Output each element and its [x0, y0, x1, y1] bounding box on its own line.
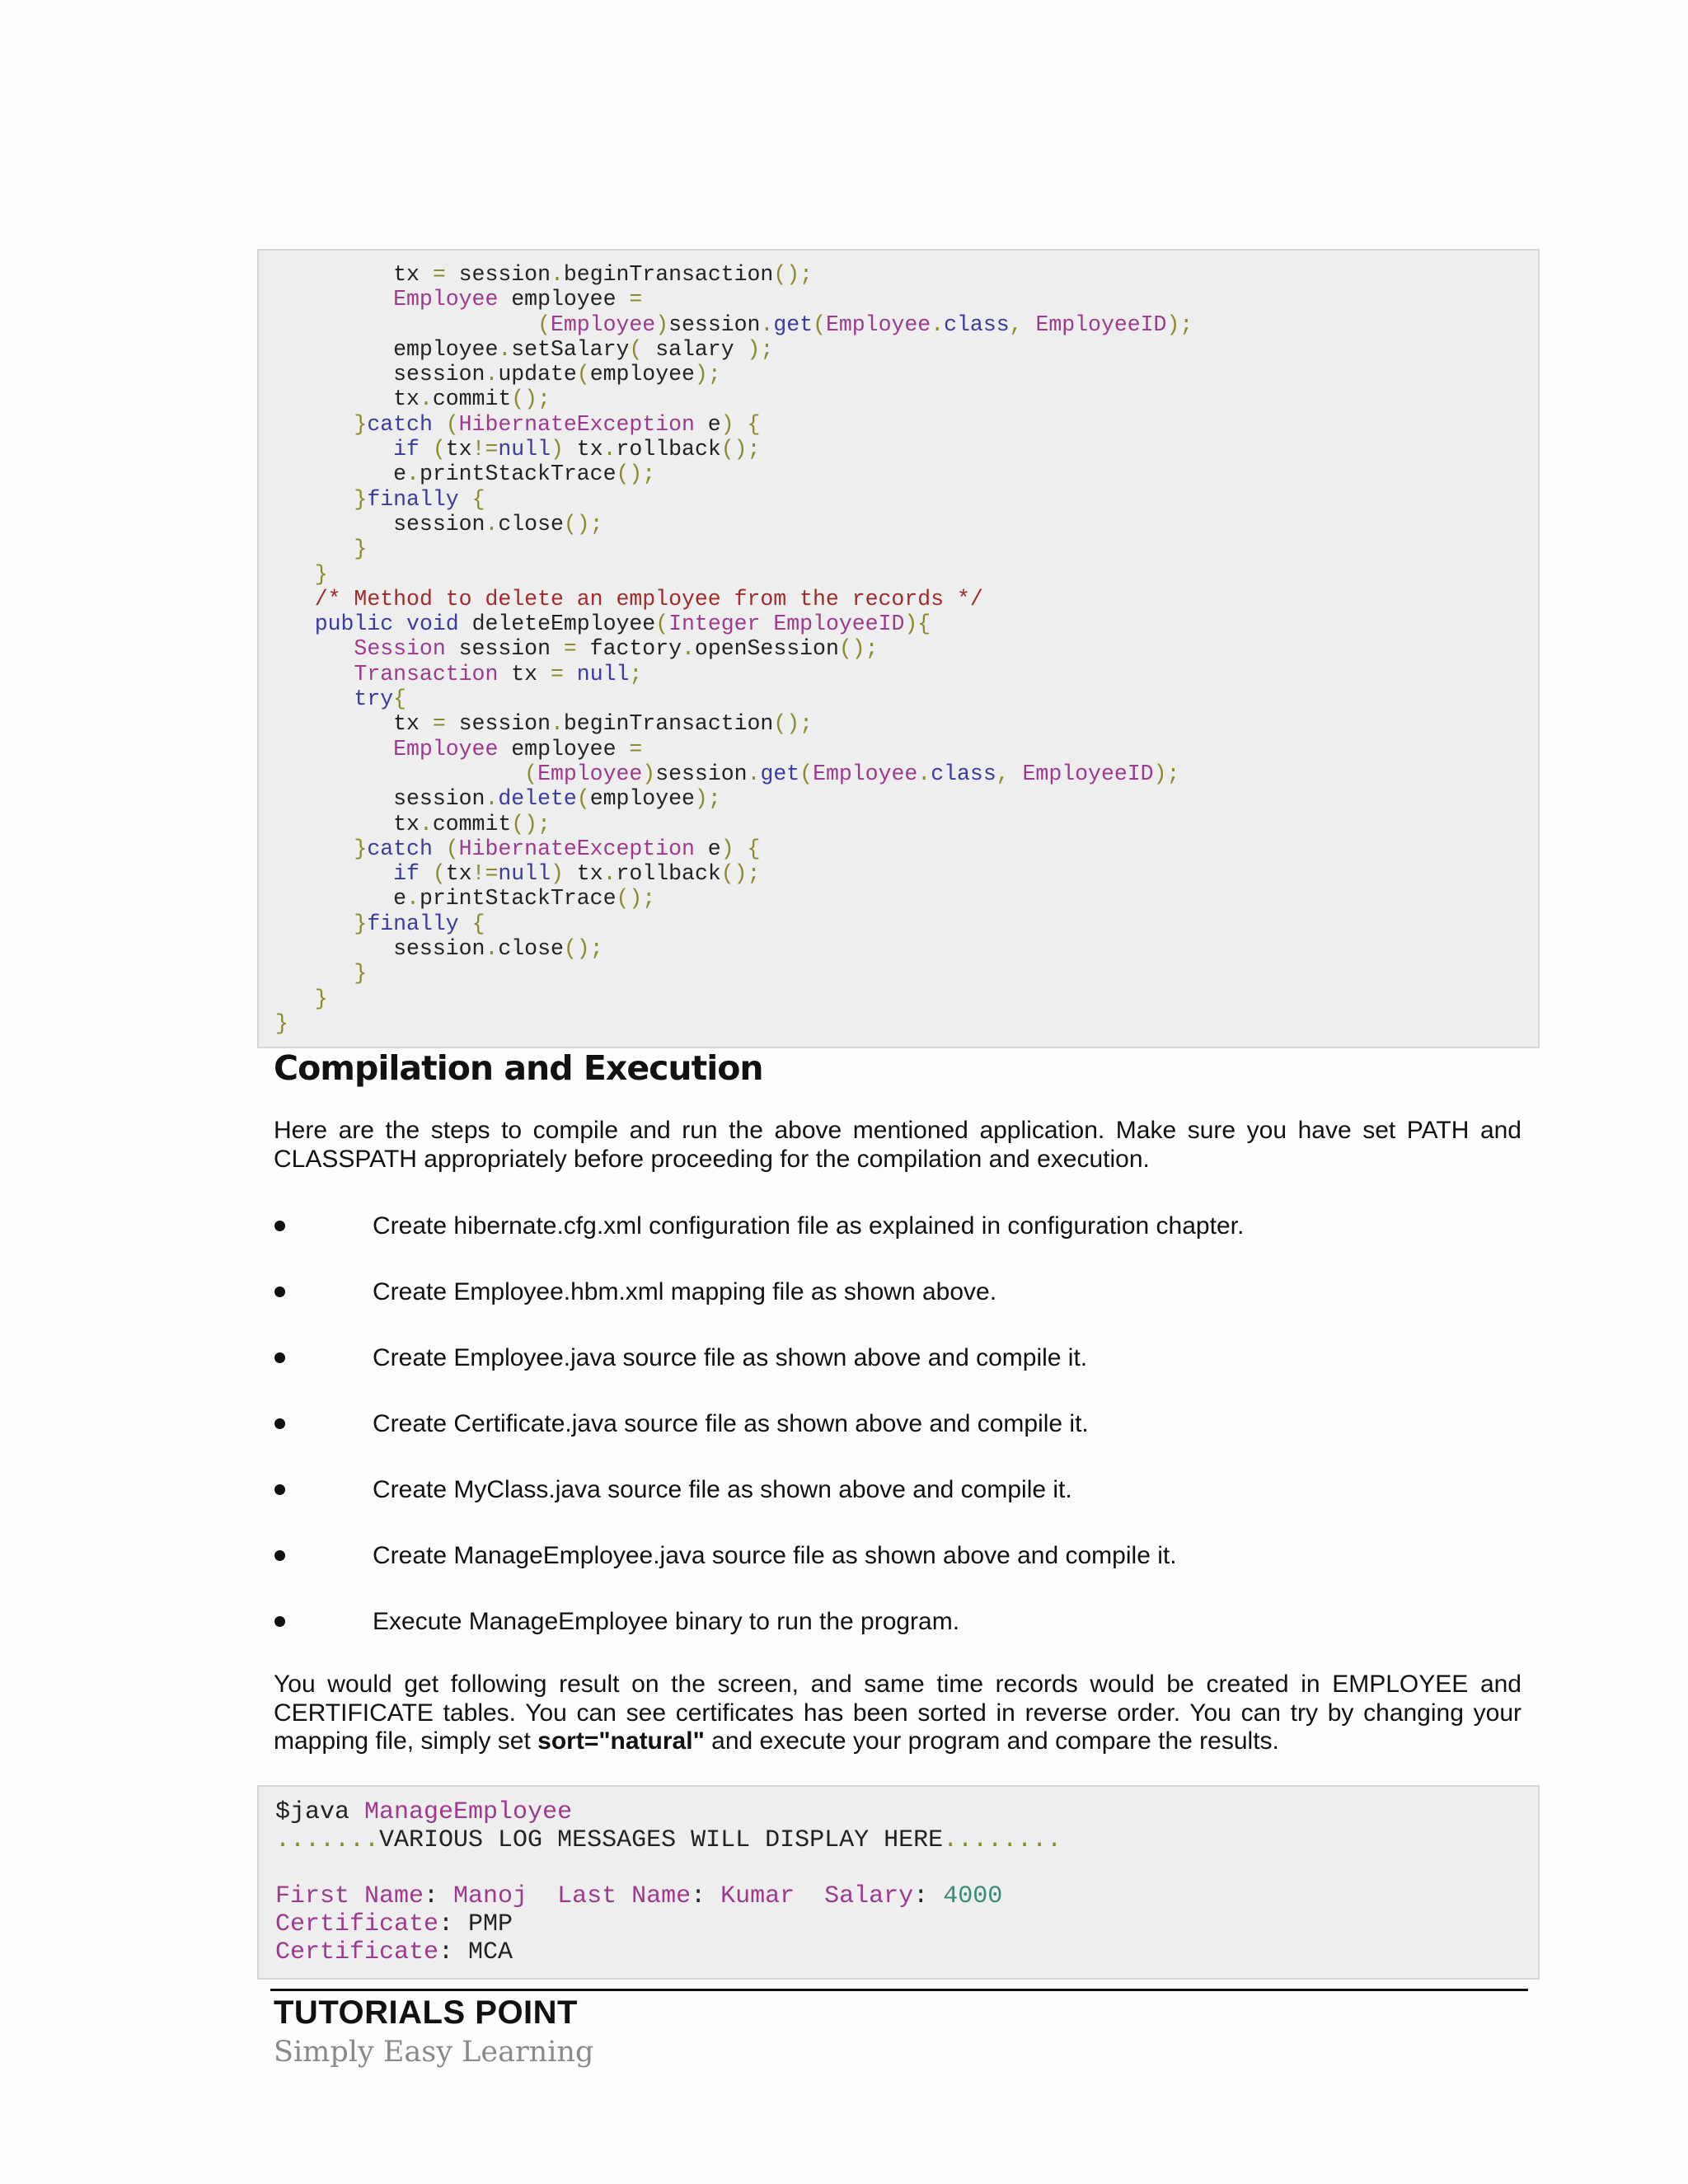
- code-line: tx.commit();: [275, 811, 551, 837]
- intro-paragraph: Here are the steps to compile and run the above mentioned application. Make sure you have set PATH and CLASSPATH appropriately before proceeding for the compilation and execution.: [274, 1117, 1522, 1173]
- code-line: }: [354, 961, 368, 987]
- code-line: try{: [354, 687, 407, 712]
- footer-brand: TUTORIALS POINT: [274, 1994, 578, 2031]
- result-paragraph: [274, 1671, 1522, 1756]
- code-line: if (tx!=null) tx.rollback();: [393, 861, 761, 887]
- list-item: [274, 1542, 1522, 1608]
- code-line: if (tx!=null) tx.rollback();: [393, 437, 761, 462]
- code-line: employee.setSalary( salary );: [275, 336, 774, 362]
- list-item: [274, 1212, 1522, 1278]
- bullet-icon: [274, 1616, 285, 1627]
- step-text: Create Certificate.java source file as shown above and compile it.: [373, 1410, 1089, 1437]
- code-block-output: [257, 1785, 1540, 1980]
- step-text: Create Employee.java source file as shown above and compile it.: [373, 1344, 1088, 1371]
- list-item: [274, 1278, 1522, 1344]
- code-line: }catch (HibernateException e) {: [354, 411, 761, 437]
- code-line: }finally {: [354, 486, 485, 512]
- code-line: Session session = factory.openSession();: [354, 636, 879, 662]
- code-line: First Name: Manoj Last Name: Kumar Salary: 4000: [275, 1882, 1003, 1910]
- footer-tagline: Simply Easy Learning: [274, 2036, 594, 2069]
- code-line: session.delete(employee);: [275, 786, 721, 812]
- step-text: Execute ManageEmployee binary to run the program.: [373, 1608, 960, 1635]
- step-text: Create MyClass.java source file as shown above and compile it.: [373, 1476, 1072, 1503]
- sort-attribute: sort="natural": [537, 1727, 705, 1755]
- list-item: [274, 1344, 1522, 1410]
- code-line: $java ManageEmployee: [275, 1798, 573, 1826]
- list-item: [274, 1476, 1522, 1542]
- section-heading: Compilation and Execution: [274, 1048, 763, 1088]
- code-line: session.close();: [275, 936, 603, 962]
- bullet-icon: [274, 1221, 285, 1231]
- code-line: Certificate: MCA: [275, 1938, 513, 1966]
- code-line: }: [275, 1010, 288, 1036]
- code-line: tx = session.beginTransaction();: [275, 711, 814, 737]
- code-line: session.update(employee);: [275, 362, 721, 387]
- bullet-icon: [274, 1484, 285, 1495]
- code-line: Certificate: PMP: [275, 1910, 513, 1938]
- code-line: tx.commit();: [275, 387, 551, 412]
- code-line: tx = session.beginTransaction();: [275, 262, 814, 287]
- code-line: public void deleteEmployee(Integer EmployeeID){: [314, 612, 931, 637]
- bullet-icon: [274, 1418, 285, 1429]
- step-text: Create hibernate.cfg.xml configuration file as explained in configuration chapter.: [373, 1212, 1245, 1240]
- code-line: }finally {: [354, 911, 485, 936]
- steps-list: [274, 1212, 1522, 1674]
- list-item: [274, 1608, 1522, 1674]
- bullet-icon: [274, 1352, 285, 1363]
- code-line: (Employee)session.get(Employee.class, EmployeeID);: [537, 312, 1193, 337]
- code-line: e.printStackTrace();: [275, 462, 656, 487]
- code-line: session.close();: [275, 511, 603, 537]
- bullet-icon: [274, 1286, 285, 1297]
- bullet-icon: [274, 1550, 285, 1561]
- step-text: Create ManageEmployee.java source file as shown above and compile it.: [373, 1542, 1177, 1569]
- code-lines: [275, 262, 1193, 1036]
- code-line: e.printStackTrace();: [275, 886, 656, 912]
- code-line: Employee employee =: [393, 736, 643, 762]
- code-line: [275, 1854, 1062, 1882]
- result-text-before: You would get following result on the screen, and same time records would be created in EMPLOYEE and CERTIFICATE tables. You can see certificates has been sorted in reverse order. You can try by changing your mapping file, simply set: [274, 1671, 1522, 1755]
- step-text: Create Employee.hbm.xml mapping file as shown above.: [373, 1278, 997, 1305]
- code-line: .......VARIOUS LOG MESSAGES WILL DISPLAY HERE........: [275, 1826, 1062, 1854]
- code-line: }: [354, 537, 368, 562]
- code-line: }: [314, 986, 328, 1011]
- footer-divider: [270, 1989, 1528, 1991]
- code-line: Transaction tx = null;: [354, 661, 643, 687]
- code-line: (Employee)session.get(Employee.class, EmployeeID);: [524, 761, 1180, 786]
- code-block-java: [257, 249, 1540, 1048]
- code-line: }: [314, 561, 328, 587]
- code-line: Employee employee =: [393, 287, 643, 312]
- result-text-after: and execute your program and compare the results.: [704, 1727, 1279, 1755]
- code-line: }catch (HibernateException e) {: [354, 836, 761, 861]
- code-lines: [275, 1798, 1062, 1966]
- code-line: /* Method to delete an employee from the records */: [314, 586, 983, 612]
- list-item: [274, 1410, 1522, 1476]
